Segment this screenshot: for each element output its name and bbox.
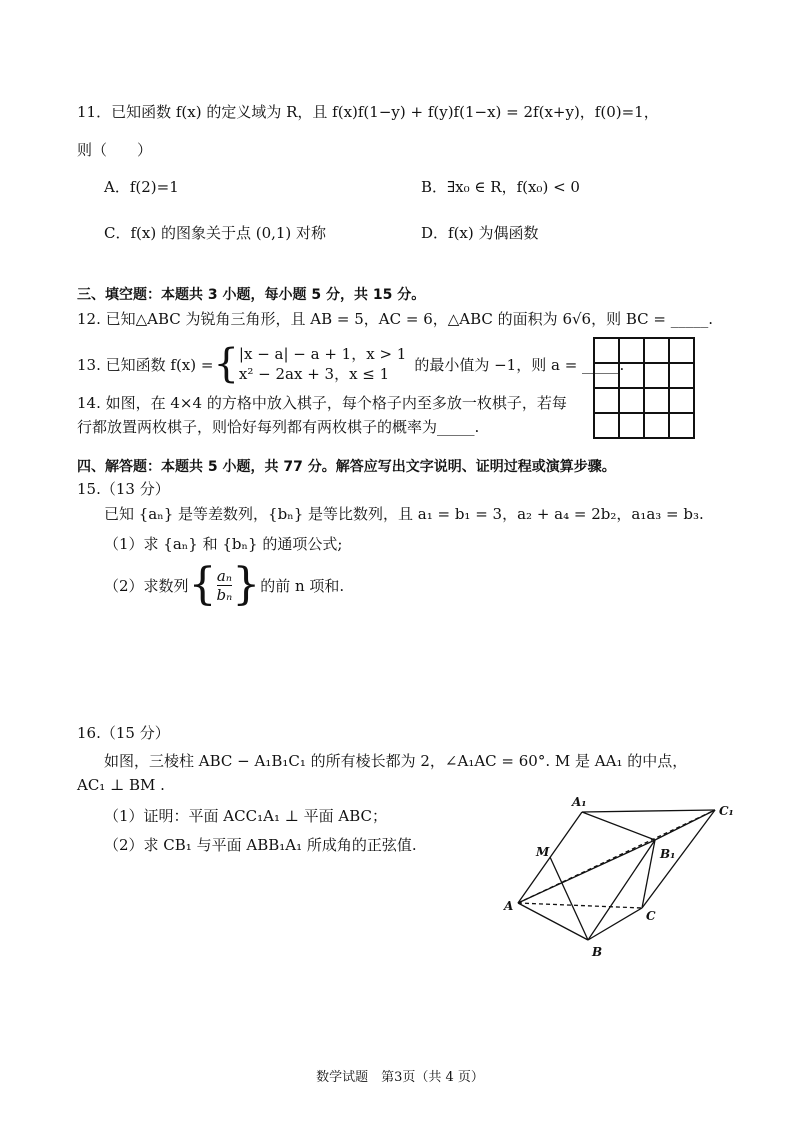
fraction-numerator: aₙ (216, 566, 232, 585)
grid-cell (644, 363, 669, 388)
q16-header: 16.（15 分） (77, 724, 170, 742)
grid-cell (594, 338, 619, 363)
q13-case-1: |x − a| − a + 1，x > 1 (238, 345, 407, 363)
q13-suffix: 的最小值为 −1，则 a = _____. (414, 355, 625, 374)
q15-stem: 已知 {aₙ} 是等差数列，{bₙ} 是等比数列，且 a₁ = b₁ = 3，a₂ + a₄ = 2b₂，a₁a₃ = b₃. (104, 505, 704, 523)
fraction-an-bn (217, 567, 233, 604)
grid-cell (669, 388, 694, 413)
q12-text: 12. 已知△ABC 为锐角三角形，且 AB = 5，AC = 6，△ABC 的面积为 6√6，则 BC = _____. (77, 310, 714, 328)
line-m-b (550, 857, 588, 940)
q16-part-2: （2）求 CB₁ 与平面 ABB₁A₁ 所成角的正弦值. (104, 836, 417, 854)
label-c1: C₁ (719, 804, 734, 818)
edge-b1-c1 (655, 810, 715, 840)
q14-stem: 14. 如图，在 4×4 的方格中放入棋子，每个格子内至多放一枚棋子，若每 (77, 394, 567, 412)
edge-a-c-hidden (518, 903, 642, 908)
q11-option-a: A．f(2)=1 (104, 178, 179, 196)
label-b: B (592, 945, 603, 959)
grid-cell (644, 413, 669, 438)
q11-option-b: B．∃x₀ ∈ R，f(x₀) < 0 (421, 178, 580, 196)
four-by-four-grid (593, 337, 695, 439)
edge-c-c1 (642, 810, 715, 908)
label-b1: B₁ (660, 847, 676, 861)
section-3-heading: 三、填空题：本题共 3 小题，每小题 5 分，共 15 分。 (77, 287, 426, 303)
label-a: A (504, 899, 514, 913)
grid-cell (619, 413, 644, 438)
q13-case-2: x² − 2ax + 3，x ≤ 1 (238, 365, 390, 383)
right-brace: } (232, 559, 261, 610)
grid-cell (619, 388, 644, 413)
grid-cell (644, 388, 669, 413)
grid-cell (619, 363, 644, 388)
label-a1: A₁ (572, 795, 587, 809)
q13-cases (239, 344, 406, 384)
grid-cell (594, 388, 619, 413)
grid-cell (594, 363, 619, 388)
q16-part-1: （1）证明：平面 ACC₁A₁ ⊥ 平面 ABC； (104, 807, 387, 825)
grid-cell (669, 363, 694, 388)
q13-line (77, 342, 624, 386)
section-4-heading: 四、解答题：本题共 5 小题，共 77 分。解答应写出文字说明、证明过程或演算步骤。 (77, 459, 616, 475)
grid-cell (594, 413, 619, 438)
label-m: M (536, 845, 550, 859)
grid-cell (669, 338, 694, 363)
q11-stem: 11．已知函数 f(x) 的定义域为 R，且 f(x)f(1−y) + f(y)f(1−x) = 2f(x+y)，f(0)=1， (77, 103, 659, 121)
page-footer: 数学试题 第3页（共 4 页） (316, 1070, 484, 1085)
q16-stem-cont: AC₁ ⊥ BM . (77, 776, 165, 794)
edge-a1-b1 (582, 812, 655, 840)
q15-part-2-suffix: 的前 n 项和. (260, 576, 345, 595)
q15-header: 15.（13 分） (77, 480, 170, 498)
grid-cell (619, 338, 644, 363)
piecewise-brace: { (213, 341, 239, 387)
q16-stem: 如图，三棱柱 ABC − A₁B₁C₁ 的所有棱长都为 2，∠A₁AC = 60°. M 是 AA₁ 的中点， (104, 752, 688, 770)
fraction-denominator: bₙ (216, 585, 233, 604)
label-c: C (646, 909, 656, 923)
q15-part-2-prefix: （2）求数列 (104, 576, 189, 595)
grid-cell (669, 413, 694, 438)
q13-prefix: 13. 已知函数 f(x) = (77, 355, 214, 374)
edge-a1-c1 (582, 810, 715, 812)
q11-stem-cont: 则（ ） (77, 141, 153, 159)
q15-part-2 (104, 560, 344, 610)
left-brace: { (188, 559, 217, 610)
edge-a-b (518, 903, 588, 940)
triangular-prism-figure (500, 790, 750, 965)
q11-option-d: D．f(x) 为偶函数 (421, 224, 539, 242)
q11-option-c: C．f(x) 的图象关于点 (0,1) 对称 (104, 224, 327, 242)
grid-cell (644, 338, 669, 363)
q15-part-1: （1）求 {aₙ} 和 {bₙ} 的通项公式; (104, 535, 343, 553)
q14-stem-cont: 行都放置两枚棋子，则恰好每列都有两枚棋子的概率为_____. (77, 418, 480, 436)
edge-b-c (588, 908, 642, 940)
